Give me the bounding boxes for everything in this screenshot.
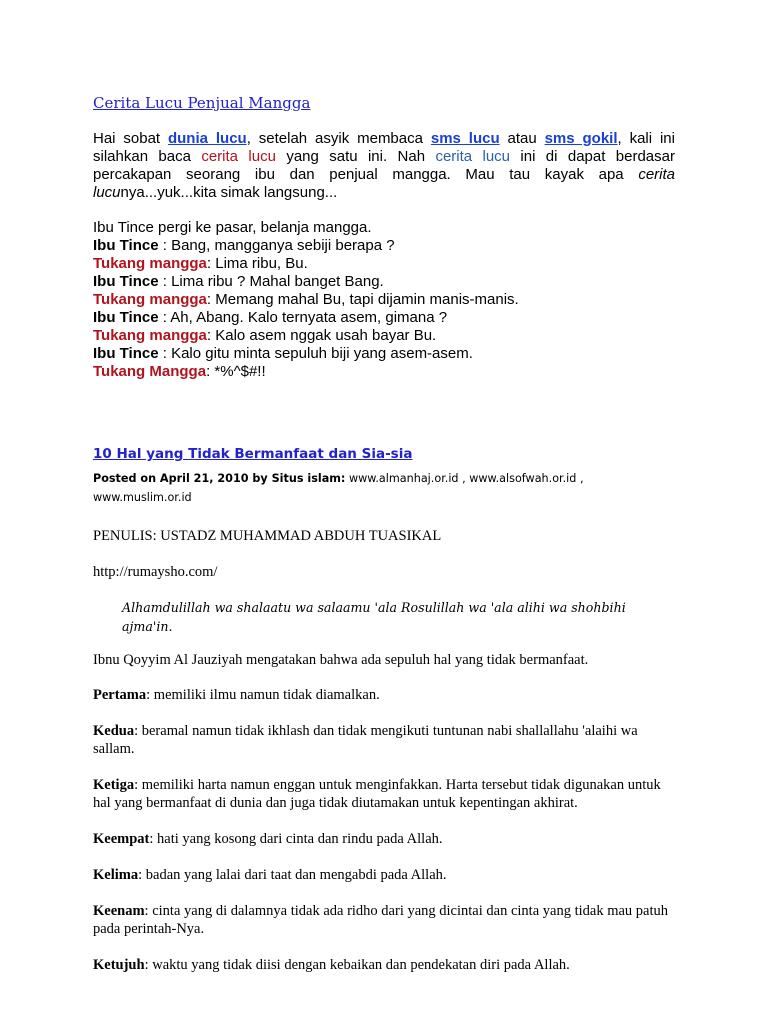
- point-label: Kedua: [93, 723, 135, 739]
- speaker-label: Tukang mangga: [93, 291, 207, 308]
- article-title[interactable]: 10 Hal yang Tidak Bermanfaat dan Sia-sia: [93, 446, 413, 462]
- article-url: http://rumaysho.com/: [93, 564, 218, 580]
- speaker-label: Tukang mangga: [93, 327, 207, 344]
- point-item: [93, 722, 675, 758]
- point-label: Ketujuh: [93, 957, 145, 973]
- story-intro: [93, 130, 675, 202]
- dialog-line: [93, 327, 675, 345]
- article-lead: Ibnu Qoyyim Al Jauziyah mengatakan bahwa ada sepuluh hal yang tidak bermanfaat.: [93, 652, 589, 668]
- intro-text: nya...yuk...kita simak langsung...: [120, 184, 338, 201]
- point-label: Kelima: [93, 867, 139, 883]
- point-item: [93, 830, 675, 848]
- intro-text: , setelah asyik membaca: [246, 130, 431, 147]
- intro-text: Hai sobat: [93, 130, 168, 147]
- dialog-line: [93, 237, 675, 255]
- story-opening: Ibu Tince pergi ke pasar, belanja mangga.: [93, 219, 372, 236]
- link-sms-gokil[interactable]: sms gokil: [544, 130, 618, 147]
- opening-quote: Alhamdulillah wa shalaatu wa salaamu 'ala Rosulillah wa 'ala alihi wa shohbihi ajma'in.: [122, 600, 626, 634]
- speaker-label: Ibu Tince: [93, 345, 159, 362]
- point-text: : memiliki harta namun enggan untuk menginfakkan. Harta tersebut tidak digunakan untuk hal yang bermanfaat di dunia dan juga tidak diutamakan untuk kepentingan akhirat.: [93, 777, 661, 811]
- dialog-text: : Kalo asem nggak usah bayar Bu.: [206, 327, 437, 344]
- story-dialog: [93, 219, 675, 381]
- dialog-text: : Memang mahal Bu, tapi dijamin manis-manis.: [206, 291, 519, 308]
- point-item: [93, 902, 675, 938]
- point-text: : hati yang kosong dari cinta dan rindu pada Allah.: [149, 831, 443, 847]
- story-title[interactable]: Cerita Lucu Penjual Mangga: [93, 94, 311, 112]
- intro-text: ini di dapat berdasar percakapan seorang ibu dan penjual mangga. Mau tau kayak apa: [93, 148, 675, 183]
- article-author: PENULIS: USTADZ MUHAMMAD ABDUH TUASIKAL: [93, 528, 442, 544]
- link-dunia-lucu[interactable]: dunia lucu: [167, 130, 247, 147]
- article-meta: [93, 469, 675, 507]
- dialog-text: : Ah, Abang. Kalo ternyata asem, gimana ?: [158, 309, 448, 326]
- dialog-text: : Kalo gitu minta sepuluh biji yang asem-asem.: [158, 345, 473, 362]
- dialog-line: [93, 291, 675, 309]
- speaker-label: Ibu Tince: [93, 309, 159, 326]
- keyword-cerita-lucu-3: cerita lucu: [93, 166, 675, 201]
- speaker-label: Ibu Tince: [93, 237, 159, 254]
- point-text: : waktu yang tidak diisi dengan kebaikan dan pendekatan diri pada Allah.: [144, 957, 570, 973]
- point-item: [93, 866, 675, 884]
- speaker-label: Ibu Tince: [93, 273, 159, 290]
- keyword-cerita-lucu-2: cerita lucu: [435, 148, 511, 165]
- dialog-text: : Lima ribu, Bu.: [206, 255, 308, 272]
- posted-sites: www.almanhaj.or.id , www.alsofwah.or.id , www.muslim.or.id: [93, 472, 584, 504]
- dialog-line: [93, 363, 675, 381]
- dialog-text: : *%^$#!!: [206, 363, 266, 380]
- dialog-text: : Lima ribu ? Mahal banget Bang.: [158, 273, 384, 290]
- point-label: Keempat: [93, 831, 150, 847]
- dialog-line: [93, 309, 675, 327]
- intro-text: yang satu ini. Nah: [275, 148, 436, 165]
- point-text: : badan yang lalai dari taat dan mengabdi pada Allah.: [138, 867, 447, 883]
- dialog-text: : Bang, mangganya sebiji berapa ?: [158, 237, 395, 254]
- point-label: Keenam: [93, 903, 145, 919]
- posted-prefix: Posted on April 21, 2010 by Situs islam:: [93, 472, 346, 485]
- point-text: : memiliki ilmu namun tidak diamalkan.: [146, 687, 380, 703]
- point-item: [93, 776, 675, 812]
- point-label: Ketiga: [93, 777, 135, 793]
- point-text: : cinta yang di dalamnya tidak ada ridho dari yang dicintai dan cinta yang tidak mau patuh pada perintah-Nya.: [93, 903, 668, 937]
- dialog-line: [93, 345, 675, 363]
- point-label: Pertama: [93, 687, 147, 703]
- link-sms-lucu[interactable]: sms lucu: [430, 130, 500, 147]
- intro-text: atau: [499, 130, 545, 147]
- intro-text: , kali ini silahkan baca: [93, 130, 675, 165]
- point-text: : beramal namun tidak ikhlash dan tidak mengikuti tuntunan nabi shallallahu 'alaihi wa sallam.: [93, 723, 638, 757]
- point-item: [93, 686, 675, 704]
- point-item: [93, 956, 675, 974]
- keyword-cerita-lucu: cerita lucu: [201, 148, 276, 165]
- speaker-label: Tukang Mangga: [93, 363, 207, 380]
- dialog-line: [93, 255, 675, 273]
- dialog-line: [93, 273, 675, 291]
- speaker-label: Tukang mangga: [93, 255, 207, 272]
